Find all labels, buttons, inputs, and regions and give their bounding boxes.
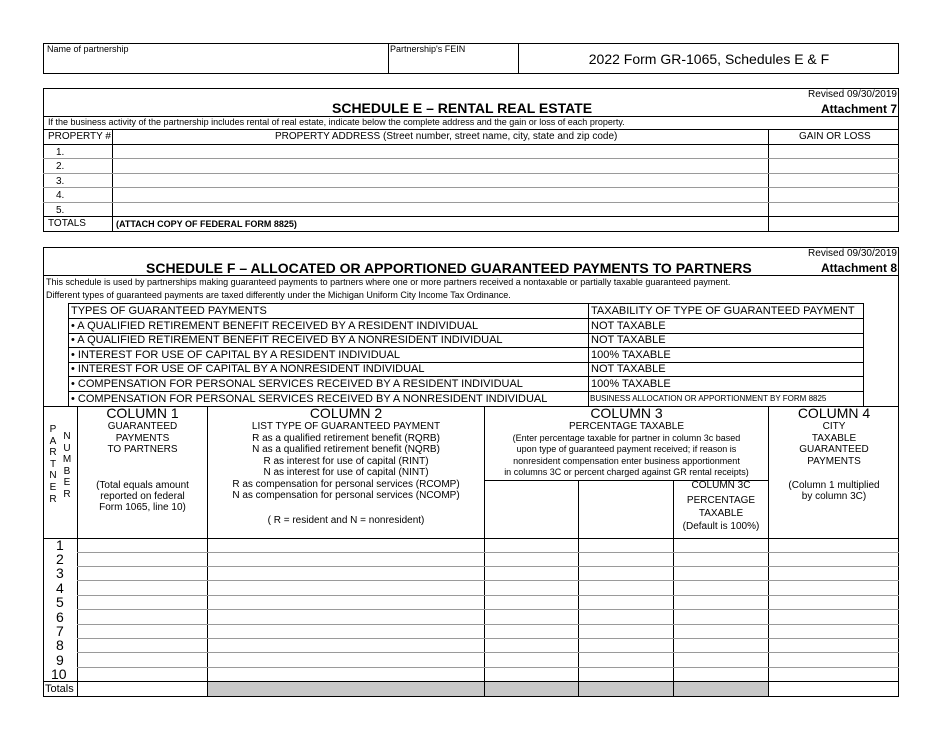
- guaranteed-payments-input[interactable]: [78, 539, 207, 681]
- partnership-name-label: Name of partnership: [47, 44, 129, 54]
- attach-8825-note: (ATTACH COPY OF FEDERAL FORM 8825): [116, 219, 297, 229]
- form-title: 2022 Form GR-1065, Schedules E & F: [588, 51, 830, 67]
- schedule-e-total-gain-input[interactable]: [769, 217, 898, 231]
- col2-line: N as interest for use of capital (NINT): [263, 467, 429, 478]
- schedule-f-line: [43, 275, 899, 276]
- schedule-e-totals-label: TOTALS: [48, 218, 86, 229]
- percentage-3a-input[interactable]: [485, 539, 578, 681]
- col1-note: reported on federal: [100, 491, 185, 502]
- col4-heading: COLUMN 4: [797, 405, 871, 421]
- total-guaranteed-payments-input[interactable]: [78, 682, 207, 696]
- col3-line: nonresident compensation enter business apportionment: [513, 456, 740, 466]
- col1-line: PAYMENTS: [115, 433, 170, 444]
- partner-row-number: 6: [56, 609, 64, 625]
- types-header: TYPES OF GUARANTEED PAYMENTS: [71, 305, 267, 317]
- percentage-3b-input[interactable]: [579, 539, 673, 681]
- property-address-header: PROPERTY ADDRESS (Street number, street name, city, state and zip code): [275, 131, 618, 142]
- property-address-input[interactable]: [113, 159, 767, 172]
- property-address-input[interactable]: [113, 203, 767, 216]
- gain-or-loss-input[interactable]: [769, 145, 898, 158]
- totals-shaded-cell: [579, 682, 673, 696]
- partner-row-number: 7: [56, 623, 64, 639]
- col1-note: Form 1065, line 10): [99, 502, 186, 513]
- schedule-f-title: SCHEDULE F – ALLOCATED OR APPORTIONED GUARANTEED PAYMENTS TO PARTNERS: [146, 260, 752, 276]
- col4-line: CITY: [822, 421, 846, 432]
- col3-heading: COLUMN 3: [590, 405, 663, 421]
- schedule-f-attachment: Attachment 8: [820, 261, 897, 275]
- payment-type: • COMPENSATION FOR PERSONAL SERVICES RECEIVED BY A NONRESIDENT INDIVIDUAL: [71, 393, 548, 405]
- col2-line: R as a qualified retirement benefit (RQRB): [252, 433, 440, 444]
- types-table-line: [68, 376, 864, 377]
- gain-or-loss-input[interactable]: [769, 203, 898, 216]
- gain-or-loss-input[interactable]: [769, 188, 898, 201]
- payment-taxability: NOT TAXABLE: [591, 363, 666, 375]
- col4-note: (Column 1 multiplied: [788, 480, 880, 491]
- payment-taxability: NOT TAXABLE: [591, 334, 666, 346]
- payment-type: • COMPENSATION FOR PERSONAL SERVICES RECEIVED BY A RESIDENT INDIVIDUAL: [71, 378, 523, 390]
- payment-taxability: 100% TAXABLE: [591, 349, 671, 361]
- col2-line: LIST TYPE OF GUARANTEED PAYMENT: [251, 421, 441, 432]
- city-taxable-payments-input[interactable]: [769, 539, 898, 681]
- col2-line: N as compensation for personal services (NCOMP): [232, 490, 460, 501]
- partner-row-number: 10: [51, 666, 67, 682]
- taxability-header: TAXABILITY OF TYPE OF GUARANTEED PAYMENT: [591, 305, 855, 317]
- partner-row-number: 9: [56, 652, 64, 668]
- col2-note: ( R = resident and N = nonresident): [267, 515, 425, 526]
- types-table-line: [68, 318, 864, 319]
- number-vertical-label: N U M B E R: [62, 431, 72, 500]
- col3-line: PERCENTAGE TAXABLE: [568, 421, 685, 432]
- partnership-fein-label: Partnership's FEIN: [390, 44, 466, 54]
- col2-line: R as compensation for personal services (RCOMP): [232, 479, 460, 490]
- col4-line: PAYMENTS: [807, 456, 861, 467]
- partner-row-number: 2: [56, 551, 64, 567]
- totals-shaded-cell: [674, 682, 768, 696]
- col2-line: N as a qualified retirement benefit (NQRB): [252, 444, 440, 455]
- col4-note: by column 3C): [801, 491, 867, 502]
- totals-shaded-cell: [208, 682, 484, 696]
- gain-or-loss-input[interactable]: [769, 159, 898, 172]
- property-number-header: PROPERTY #: [48, 131, 111, 142]
- col4-line: GUARANTEED: [799, 444, 869, 455]
- property-row-label: 4.: [56, 190, 65, 201]
- col3c-heading: COLUMN 3C: [691, 480, 751, 491]
- payment-type: • INTEREST FOR USE OF CAPITAL BY A NONRESIDENT INDIVIDUAL: [71, 363, 425, 375]
- col1-line: GUARANTEED: [107, 421, 178, 432]
- partner-vertical-label: P A R T N E R: [49, 424, 57, 505]
- partnership-name-field[interactable]: [44, 56, 387, 73]
- gain-or-loss-input[interactable]: [769, 174, 898, 187]
- payment-type: • A QUALIFIED RETIREMENT BENEFIT RECEIVED BY A RESIDENT INDIVIDUAL: [71, 320, 479, 332]
- payment-taxability: BUSINESS ALLOCATION OR APPORTIONMENT BY FORM 8825: [590, 394, 827, 403]
- schedule-f-totals-label: Totals: [45, 683, 74, 695]
- total-city-taxable-input[interactable]: [769, 682, 898, 696]
- col3-line: (Enter percentage taxable for partner in column 3c based: [512, 433, 741, 443]
- payment-type: • INTEREST FOR USE OF CAPITAL BY A RESIDENT INDIVIDUAL: [71, 349, 401, 361]
- types-table-line: [68, 391, 864, 392]
- property-row-label: 3.: [56, 176, 65, 187]
- property-address-input[interactable]: [113, 174, 767, 187]
- property-address-input[interactable]: [113, 145, 767, 158]
- property-row-label: 2.: [56, 161, 65, 172]
- payment-taxability: NOT TAXABLE: [591, 320, 666, 332]
- col2-heading: COLUMN 2: [309, 405, 383, 421]
- schedule-e-title: SCHEDULE E – RENTAL REAL ESTATE: [332, 100, 593, 116]
- col1-line: TO PARTNERS: [107, 444, 178, 455]
- property-address-input[interactable]: [113, 188, 767, 201]
- col1-heading: COLUMN 1: [106, 405, 179, 421]
- partner-row-number: 8: [56, 637, 64, 653]
- payment-type-input[interactable]: [208, 539, 484, 681]
- col4-line: TAXABLE: [811, 433, 857, 444]
- totals-shaded-cell: [485, 682, 578, 696]
- partner-row-number: 4: [56, 580, 64, 596]
- schedule-e-revised: Revised 09/30/2019: [808, 89, 897, 100]
- col3-line: in columns 3C or percent charged against GR rental receipts): [504, 467, 749, 477]
- col3-line: upon type of guaranteed payment received; if reason is: [516, 444, 737, 454]
- types-table-line: [68, 347, 864, 348]
- partner-row-number: 1: [56, 537, 64, 553]
- payment-taxability: 100% TAXABLE: [591, 378, 671, 390]
- col1-note: (Total equals amount: [96, 480, 189, 491]
- gain-or-loss-header: GAIN OR LOSS: [799, 131, 871, 142]
- partner-row-number: 3: [56, 565, 64, 581]
- schedule-e-attachment: Attachment 7: [820, 102, 897, 116]
- schedule-e-instruction: If the business activity of the partnership includes rental of real estate, indicate below the complete address and the gain or loss of each property.: [48, 117, 625, 127]
- partnership-fein-field[interactable]: [389, 56, 517, 73]
- schedule-f-description-1: This schedule is used by partnerships making guaranteed payments to partners where one or more partners received a nontaxable or partially taxable guaranteed payment.: [46, 277, 731, 287]
- payment-type: • A QUALIFIED RETIREMENT BENEFIT RECEIVED BY A NONRESIDENT INDIVIDUAL: [71, 334, 503, 346]
- col3c-line: PERCENTAGE: [686, 495, 756, 506]
- col3c-line: (Default is 100%): [682, 521, 760, 532]
- col2-line: R as interest for use of capital (RINT): [263, 456, 429, 467]
- schedule-e-line: [43, 129, 899, 130]
- col3c-line: TAXABLE: [698, 508, 744, 519]
- schedule-f-revised: Revised 09/30/2019: [808, 248, 897, 259]
- property-row-label: 1.: [56, 147, 65, 158]
- property-row-label: 5.: [56, 205, 65, 216]
- schedule-f-description-2: Different types of guaranteed payments are taxed differently under the Michigan Uniform City Income Tax Ordinance.: [46, 290, 511, 300]
- partner-row-number: 5: [56, 594, 64, 610]
- percentage-3c-input[interactable]: [674, 539, 768, 681]
